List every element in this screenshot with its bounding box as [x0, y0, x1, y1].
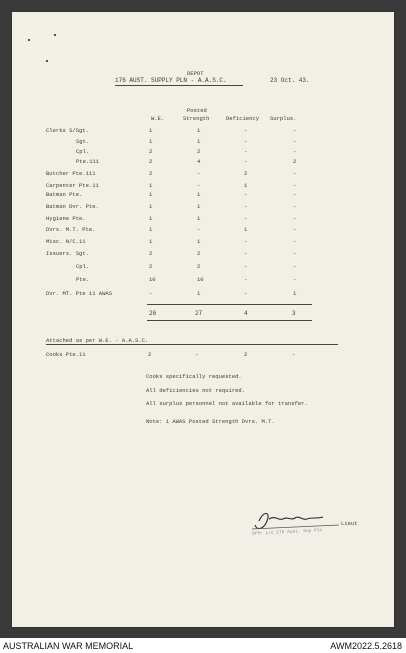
row-we-value: 1 [149, 138, 153, 145]
row-posted-value: 1 [197, 238, 201, 245]
row-posted-value: 2 [197, 263, 201, 270]
row-surplus-value: - [293, 148, 297, 155]
row-label: Sgt. [76, 138, 90, 145]
row-deficiency-value: - [244, 158, 248, 165]
row-posted-value: - [197, 170, 201, 177]
note-4: Note: 1 AWAS Posted Strength Dvrs. M.T. [146, 418, 275, 425]
row-we-value: 10 [149, 276, 156, 283]
title-underline [115, 85, 243, 86]
row-we-value: 1 [149, 191, 153, 198]
ink-mark [54, 34, 56, 36]
row-we-value: 2 [149, 250, 153, 257]
attached-heading: Attached as per W.E. - A.A.S.C. [46, 337, 149, 344]
row-surplus-value: - [293, 276, 297, 283]
document-title: 176 AUST. SUPPLY PLN - A.A.S.C. [115, 77, 227, 84]
totals-rule-bottom [147, 320, 312, 321]
row-surplus-value: - [293, 263, 297, 270]
row-label: Cpl. [76, 148, 90, 155]
row-posted-value: 2 [197, 250, 201, 257]
row-deficiency-value: - [244, 215, 248, 222]
row-posted-value: 2 [197, 148, 201, 155]
document-page [12, 12, 394, 627]
row-surplus-value: - [293, 226, 297, 233]
row-we-value: 1 [149, 127, 153, 134]
total-deficiency: 4 [244, 310, 248, 317]
row-we-value: 2 [149, 263, 153, 270]
row-posted-value: 1 [197, 215, 201, 222]
row-we-value: - [149, 290, 153, 297]
total-we: 26 [149, 310, 157, 317]
row-deficiency-value: - [244, 127, 248, 134]
row-surplus-value: - [293, 138, 297, 145]
row-posted-value: - [197, 182, 201, 189]
row-deficiency-value: - [244, 276, 248, 283]
row-label: Cpl. [76, 263, 90, 270]
row-posted-value: - [197, 226, 201, 233]
row-surplus-value: - [293, 127, 297, 134]
row-we-value: 1 [149, 182, 153, 189]
attached-row-surplus: - [292, 351, 296, 358]
row-deficiency-value: - [244, 263, 248, 270]
ink-mark [28, 39, 30, 41]
row-label: Dvrs. M.T. Pte. [46, 226, 96, 233]
row-surplus-value: - [293, 250, 297, 257]
row-label: Batman Dvr. Pte. [46, 203, 99, 210]
row-surplus-value: - [293, 170, 297, 177]
row-deficiency-value: - [244, 148, 248, 155]
row-label: Issuers. Sgt. [46, 250, 89, 257]
row-deficiency-value: - [244, 238, 248, 245]
row-we-value: 1 [149, 215, 153, 222]
row-label: Clerks S/Sgt. [46, 127, 89, 134]
row-surplus-value: - [293, 182, 297, 189]
attached-rule [46, 344, 338, 345]
row-label: Hygiene Pte. [46, 215, 86, 222]
row-deficiency-value: 1 [244, 182, 248, 189]
col-header-surplus: Surplus. [270, 115, 297, 122]
row-posted-value: 1 [197, 191, 201, 198]
row-deficiency-value: - [244, 290, 248, 297]
col-header-deficiency: Deficiency [226, 115, 260, 122]
row-label: Batman Pte. [46, 191, 83, 198]
row-posted-value: 4 [197, 158, 201, 165]
row-surplus-value: 1 [293, 290, 297, 297]
attached-row-we: 2 [148, 351, 152, 358]
row-deficiency-value: - [244, 250, 248, 257]
row-we-value: 1 [149, 226, 153, 233]
row-surplus-value: - [293, 191, 297, 198]
row-label: Butcher Pte.111 [46, 170, 96, 177]
row-label: Misc. N/C.11 [46, 238, 86, 245]
total-surplus: 3 [292, 310, 296, 317]
row-posted-value: 1 [197, 203, 201, 210]
row-posted-value: 1 [197, 290, 201, 297]
signature-rank: Lieut [341, 520, 358, 527]
note-2: All deficiencies not required. [146, 387, 246, 394]
document-date: 23 Oct. 43. [270, 77, 310, 84]
row-deficiency-value: - [244, 191, 248, 198]
col-header-we: W.E. [151, 115, 165, 122]
row-label: Carpenter Pte.11 [46, 182, 99, 189]
footer-accession-number: AWM2022.5.2618 [330, 641, 402, 651]
col-header-posted-2: Strength [183, 115, 210, 122]
depot-label: DEPOT [187, 70, 204, 77]
total-posted: 27 [195, 310, 203, 317]
footer-institution: AUSTRALIAN WAR MEMORIAL [3, 641, 134, 651]
unit-stamp: Offr i/c 176 Aust. Sup Pln [251, 528, 323, 537]
col-header-posted-1: Posted [187, 107, 207, 114]
row-surplus-value: - [293, 238, 297, 245]
row-we-value: 2 [149, 148, 153, 155]
row-deficiency-value: 1 [244, 226, 248, 233]
row-label: Dvr. MT. Pte 11 AWAS [46, 290, 113, 297]
totals-rule-top [147, 304, 312, 305]
row-surplus-value: - [293, 203, 297, 210]
attached-row-label: Cooks Pte.11 [46, 351, 86, 358]
row-we-value: 1 [149, 238, 153, 245]
row-deficiency-value: 2 [244, 170, 248, 177]
row-we-value: 2 [149, 158, 153, 165]
note-3: All surplus personnel not available for transfer. [146, 400, 308, 407]
row-label: Pte. [76, 276, 90, 283]
row-we-value: 2 [149, 170, 153, 177]
row-we-value: 1 [149, 203, 153, 210]
row-posted-value: 1 [197, 127, 201, 134]
row-posted-value: 1 [197, 138, 201, 145]
row-deficiency-value: - [244, 203, 248, 210]
archive-footer [0, 638, 406, 653]
row-surplus-value: 2 [293, 158, 297, 165]
ink-mark [46, 60, 48, 62]
attached-row-deficiency: 2 [244, 351, 248, 358]
row-surplus-value: - [293, 215, 297, 222]
note-1: Cooks specifically requested. [146, 373, 242, 380]
row-deficiency-value: - [244, 138, 248, 145]
attached-row-posted: - [195, 351, 199, 358]
row-label: Pte.111 [76, 158, 100, 165]
row-posted-value: 10 [197, 276, 204, 283]
